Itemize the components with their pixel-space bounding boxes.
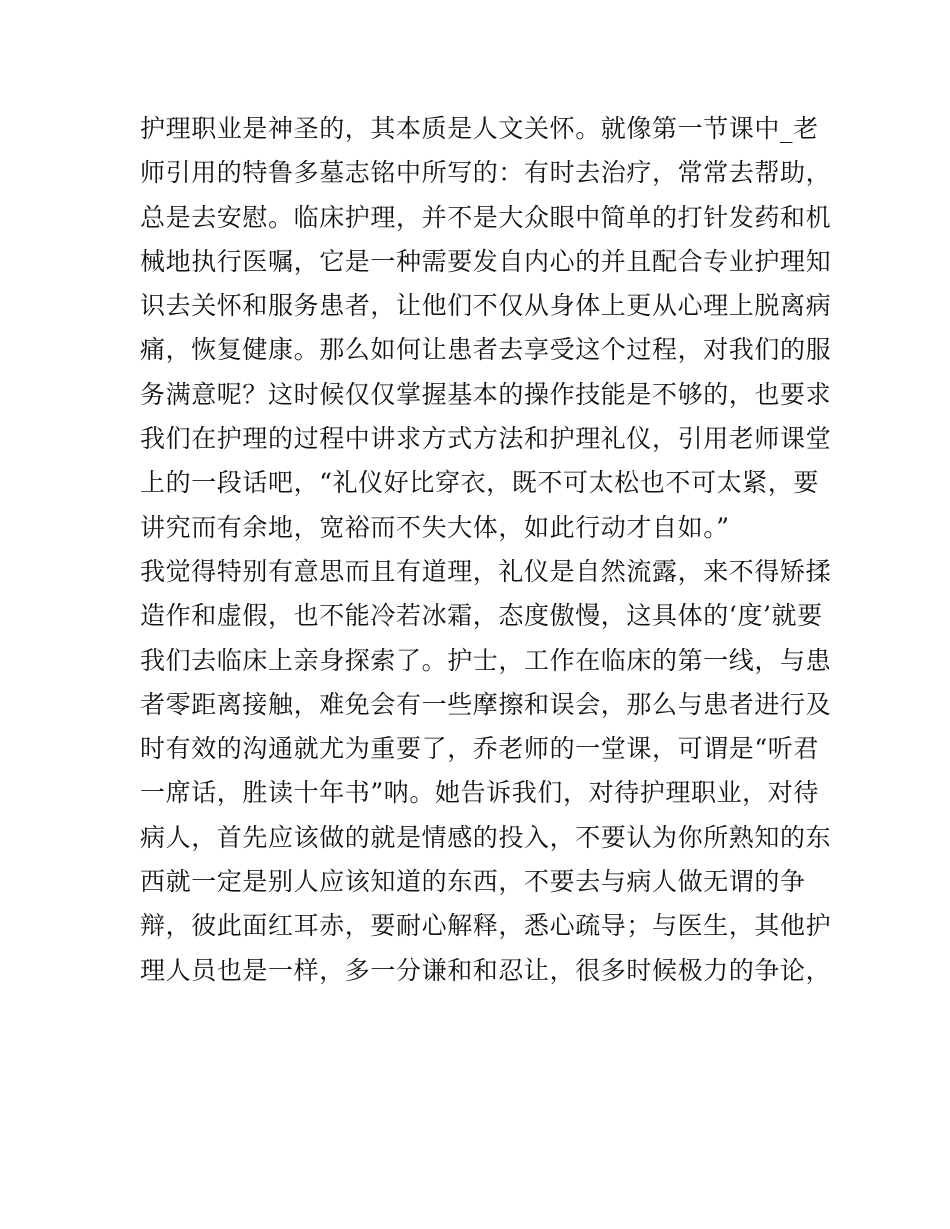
text-line-17: 病人，首先应该做的就是情感的投入，不要认为你所熟知的东: [140, 822, 832, 852]
text-line-4: 械地执行医嘱，它是一种需要发自内心的并且配合专业护理知: [140, 246, 832, 276]
text-line-13: 我们去临床上亲身探索了。护士，工作在临床的第一线，与患: [140, 645, 832, 675]
text-line-12: 造作和虚假，也不能冷若冰霜，态度傲慢，这具体的‘度’就要: [140, 601, 823, 631]
text-line-15: 时有效的沟通就尤为重要了，乔老师的一堂课，可谓是“听君: [140, 734, 819, 764]
text-line-5: 识去关怀和服务患者，让他们不仅从身体上更从心理上脱离病: [140, 291, 832, 321]
text-line-8: 我们在护理的过程中讲求方式方法和护理礼仪，引用老师课堂: [140, 424, 832, 454]
text-line-18: 西就一定是别人应该知道的东西，不要去与病人做无谓的争: [140, 867, 806, 897]
text-line-1: 护理职业是神圣的，其本质是人文关怀。就像第一节课中_老: [140, 114, 819, 143]
text-line-9: 上的一段话吧，“礼仪好比穿衣，既不可太松也不可太紧，要: [140, 468, 819, 498]
text-line-2: 师引用的特鲁多墓志铭中所写的：有时去治疗，常常去帮助，: [140, 158, 832, 188]
text-line-7: 务满意呢？这时候仅仅掌握基本的操作技能是不够的，也要求: [140, 379, 832, 409]
text-line-20: 理人员也是一样，多一分谦和和忍让，很多时候极力的争论，: [140, 955, 832, 985]
text-line-6: 痛，恢复健康。那么如何让患者去享受这个过程，对我们的服: [140, 335, 832, 365]
text-line-14: 者零距离接触，难免会有一些摩擦和误会，那么与患者进行及: [140, 689, 832, 719]
text-line-3: 总是去安慰。临床护理，并不是大众眼中简单的打针发药和机: [140, 202, 832, 232]
text-line-11: 我觉得特别有意思而且有道理，礼仪是自然流露，来不得矫揉: [140, 556, 832, 586]
text-line-10: 讲究而有余地，宽裕而不失大体，如此行动才自如。”: [140, 512, 730, 542]
text-line-19: 辩，彼此面红耳赤，要耐心解释，悉心疏导；与医生，其他护: [140, 911, 832, 941]
body-text: [140, 107, 832, 993]
text-line-16: 一席话，胜读十年书”呐。她告诉我们，对待护理职业，对待: [140, 778, 819, 808]
